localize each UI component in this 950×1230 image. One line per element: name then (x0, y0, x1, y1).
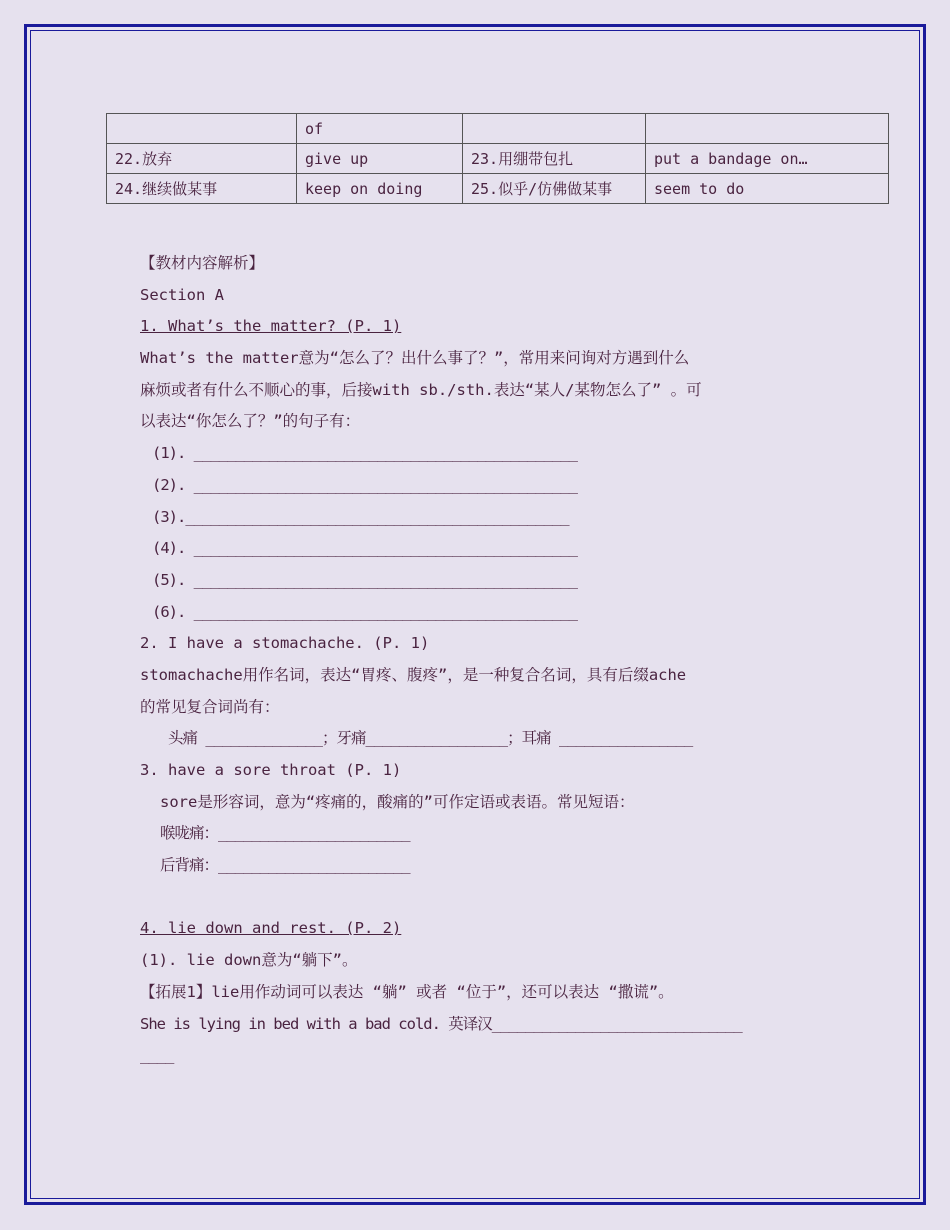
answer-blank-4[interactable]: (4). ______________________________________________ (152, 539, 577, 558)
table-cell: seem to do (646, 174, 889, 204)
table-cell: give up (297, 144, 463, 174)
item2-paragraph: stomachache用作名词，表达“胃疼、腹疼”，是一种复合名词，具有后缀ache (140, 665, 687, 684)
item1-paragraph: 以表达“你怎么了？”的句子有： (140, 412, 361, 431)
table-cell (646, 114, 889, 144)
item2-fill-blanks[interactable]: 头痛 ______________；牙痛_________________；耳痛 ________________ (168, 729, 693, 748)
answer-blank-2[interactable]: (2). ______________________________________________ (152, 475, 577, 494)
table-cell (463, 114, 646, 144)
table-cell (107, 114, 297, 144)
item3-fill-throat[interactable]: 喉咙痛：_______________________ (160, 824, 410, 843)
analysis-content (140, 248, 840, 1072)
section-heading: 【教材内容解析】 (140, 254, 265, 272)
table-cell: put a bandage on… (646, 144, 889, 174)
item1-paragraph: 麻烦或者有什么不顺心的事，后接with sb./sth.表达“某人/某物怎么了” 。可 (140, 380, 702, 399)
table-cell: of (297, 114, 463, 144)
vocabulary-table (106, 113, 889, 204)
section-label: Section A (140, 285, 224, 304)
item4-title (140, 913, 840, 945)
item2-title: 2. I have a stomachache. (P. 1) (140, 634, 430, 653)
table-cell: 24.继续做某事 (107, 174, 297, 204)
item4-translation-blank[interactable]: She is lying in bed with a bad cold. 英译汉______________________________ (140, 1014, 742, 1033)
spacer (140, 882, 840, 914)
answer-blank-6[interactable]: (6). ______________________________________________ (152, 602, 577, 621)
table-row (107, 144, 889, 174)
item1-title-text: 1. What’s the matter? (P. 1) (140, 317, 402, 336)
answer-blank-1[interactable]: (1). ______________________________________________ (152, 444, 577, 463)
answer-blank-3[interactable]: (3).______________________________________________ (152, 507, 569, 526)
item4-title-text: 4. lie down and rest. (P. 2) (140, 919, 402, 938)
table-row (107, 174, 889, 204)
table-cell: 23.用绷带包扎 (463, 144, 646, 174)
item1-title (140, 311, 840, 343)
table-cell: 25.似乎/仿佛做某事 (463, 174, 646, 204)
answer-blank-5[interactable]: (5). ______________________________________________ (152, 570, 577, 589)
item4-translation-blank-cont[interactable]: ____ (140, 1046, 174, 1065)
item3-paragraph: sore是形容词，意为“疼痛的，酸痛的”可作定语或表语。常见短语： (160, 792, 635, 811)
item2-paragraph: 的常见复合词尚有： (140, 697, 280, 716)
item4-paragraph: (1). lie down意为“躺下”。 (140, 951, 358, 970)
table-cell: keep on doing (297, 174, 463, 204)
item3-title: 3. have a sore throat (P. 1) (140, 761, 402, 779)
item4-extension: 【拓展1】lie用作动词可以表达 “躺” 或者 “位于”，还可以表达 “撒谎”。 (140, 982, 674, 1001)
item1-paragraph: What’s the matter意为“怎么了？出什么事了？”，常用来问询对方遇到什么 (140, 349, 690, 368)
item3-fill-back[interactable]: 后背痛：_______________________ (160, 856, 410, 875)
table-cell: 22.放弃 (107, 144, 297, 174)
table-row (107, 114, 889, 144)
